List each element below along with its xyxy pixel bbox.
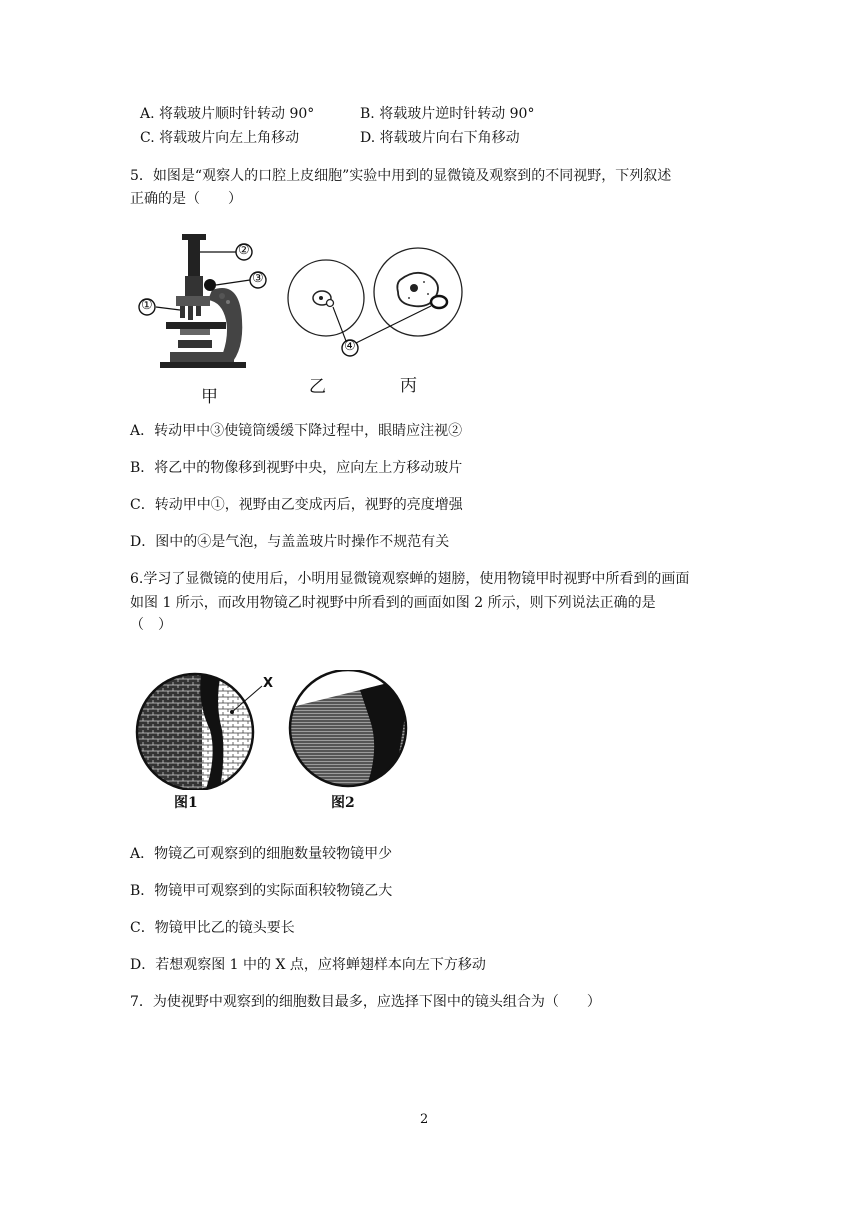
q4-option-d: D. 将载玻片向右下角移动 xyxy=(360,130,520,146)
q6-stem-line2: 如图 1 所示，而改用物镜乙时视野中所看到的画面如图 2 所示，则下列说法正确的是 xyxy=(130,595,656,611)
q5-option-a: A．转动甲中③使镜筒缓缓下降过程中，眼睛应注视② xyxy=(130,423,463,439)
q5-label-bing: 丙 xyxy=(400,376,417,396)
q6-label-fig1: 图1 xyxy=(174,795,198,811)
q4-option-a: A. 将载玻片顺时针转动 90° xyxy=(140,106,315,122)
q5-stem-line2: 正确的是（ ） xyxy=(130,191,242,207)
q5-stem-line1: 5．如图是“观察人的口腔上皮细胞”实验中用到的显微镜及观察到的不同视野，下列叙述 xyxy=(130,168,672,184)
q6-mark-x: X xyxy=(263,676,274,691)
q6-option-a: A．物镜乙可观察到的细胞数量较物镜甲少 xyxy=(130,846,393,862)
q6-option-c: C．物镜甲比乙的镜头要长 xyxy=(130,920,295,936)
q5-mark-1: ① xyxy=(141,298,153,313)
q5-option-c: C．转动甲中①，视野由乙变成丙后，视野的亮度增强 xyxy=(130,497,463,513)
q6-label-fig2: 图2 xyxy=(331,795,355,811)
q5-mark-3: ③ xyxy=(252,271,264,286)
q4-option-b: B. 将载玻片逆时针转动 90° xyxy=(360,106,535,122)
wing-field-fig1 xyxy=(130,670,270,790)
q5-mark-4: ④ xyxy=(344,339,356,354)
q4-option-c: C. 将载玻片向左上角移动 xyxy=(140,130,300,146)
q5-mark-2: ② xyxy=(238,243,250,258)
q5-label-jia: 甲 xyxy=(201,387,218,407)
q6-option-b: B．物镜甲可观察到的实际面积较物镜乙大 xyxy=(130,883,393,899)
q6-option-d: D．若想观察图 1 中的 X 点，应将蝉翅样本向左下方移动 xyxy=(130,957,486,973)
field-of-view-yi xyxy=(288,260,364,336)
page-number: 2 xyxy=(420,1112,429,1127)
wing-field-fig2 xyxy=(280,670,420,790)
q5-option-d: D．图中的④是气泡，与盖盖玻片时操作不规范有关 xyxy=(130,534,450,550)
q5-label-yi: 乙 xyxy=(309,377,326,397)
q5-figure xyxy=(130,230,470,400)
q5-option-b: B．将乙中的物像移到视野中央，应向左上方移动玻片 xyxy=(130,460,463,476)
field-of-view-bing xyxy=(374,248,462,336)
q6-stem-line3: （ ） xyxy=(130,617,172,633)
q7-stem: 7．为使视野中观察到的细胞数目最多，应选择下图中的镜头组合为（ ） xyxy=(130,994,601,1010)
q6-figure xyxy=(130,670,420,790)
q6-stem-line1: 6.学习了显微镜的使用后，小明用显微镜观察蝉的翅膀，使用物镜甲时视野中所看到的画面 xyxy=(130,571,690,587)
